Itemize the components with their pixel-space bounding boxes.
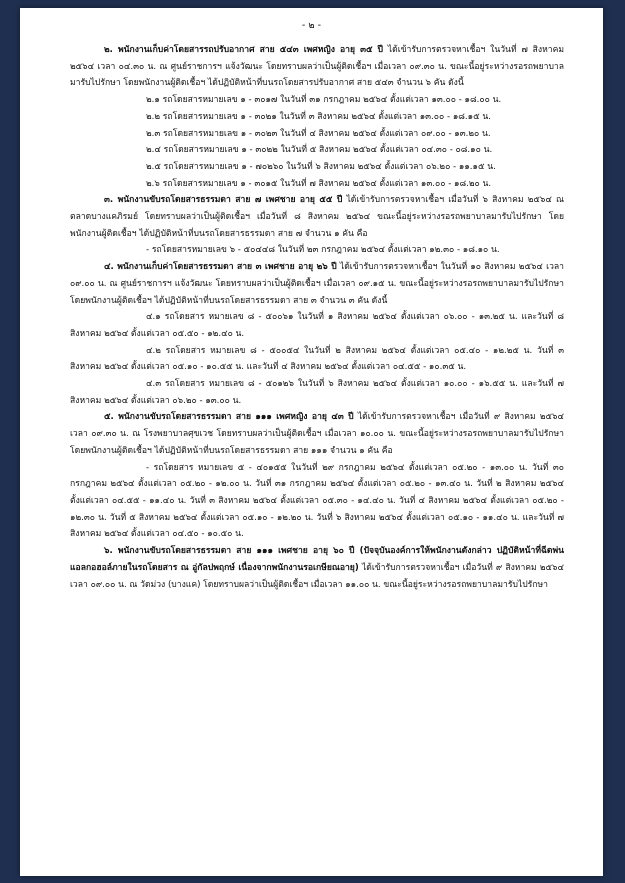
section-6-paragraph (70, 543, 564, 593)
list-item: ๒.๖ รถโดยสารหมายเลข ๑ - ๓๐๑๕ ในวันที่ ๗ สิงหาคม ๒๕๖๔ ตั้งแต่เวลา ๑๓.๐๐ - ๑๘.๒๐ น. (146, 178, 492, 189)
section-3-paragraph (70, 192, 564, 242)
section-3-text: ได้เข้ารับการตรวจหาเชื้อฯ เมื่อวันที่ ๖ สิงหาคม ๒๕๖๔ ณ ตลาดบางแคภิรมย์ โดยทราบผลว่าเป็นผู้ติดเชื้อฯ เมื่อวันที่ ๘ สิงหาคม ๒๕๖๔ ขณะนี้อยู่ระหว่างรอรถพยาบาลมารับไปรักษา โดยพนักงานผู้ติดเชื้อฯ ได้ปฏิบัติหน้าที่บนรถโดยสารธรรมดา สาย ๗ จำนวน ๑ คัน คือ (70, 195, 564, 239)
section-4-paragraph (70, 259, 564, 309)
document-page (20, 8, 603, 876)
section-4-text: ได้เข้ารับการตรวจหาเชื้อฯ ในวันที่ ๑๐ สิงหาคม ๒๕๖๔ เวลา ๐๙.๐๐ น. ณ ศูนย์ราชการฯ แจ้งวัฒนะ โดยทราบผลว่าเป็นผู้ติดเชื้อฯ เมื่อเวลา ๐๙.๑๕ น. ขณะนี้อยู่ระหว่างรอรถพยาบาลมารับไปรักษา โดยพนักงานผู้ติดเชื้อฯ ได้ปฏิบัติหน้าที่บนรถโดยสารธรรมดา สาย ๓ จำนวน ๓ คัน ดังนี้ (70, 262, 564, 306)
section-5-text: ได้เข้ารับการตรวจหาเชื้อฯ เมื่อวันที่ ๙ สิงหาคม ๒๕๖๔ เวลา ๐๙.๓๐ น. ณ โรงพยาบาลศุขเวช โดยทราบผลว่าเป็นผู้ติดเชื้อฯ เมื่อเวลา ๑๐.๐๐ น. ขณะนี้อยู่ระหว่างรอรถพยาบาลมารับไปรักษา โดยพนักงานผู้ติดเชื้อฯ ได้ปฏิบัติหน้าที่บนรถโดยสารธรรมดา สาย ๑๑๑ จำนวน ๑ คัน คือ (70, 412, 565, 456)
list-item: - รถโดยสาร หมายเลข ๕ - ๔๐๑๕๕ ในวันที่ ๒๙ กรกฎาคม ๒๕๖๔ ตั้งแต่เวลา ๐๕.๒๐ - ๑๓.๐๐ น. วันที่ ๓๐ กรกฎาคม ๒๕๖๔ ตั้งแต่เวลา ๐๕.๒๐ - ๑๒.๐๐ น. วันที่ ๓๑ กรกฎาคม ๒๕๖๔ ตั้งแต่เวลา ๐๕.๒๐ - ๑๓.๔๐ น. วันที่ ๒ สิงหาคม ๒๕๖๔ ตั้งแต่เวลา ๐๔.๕๕ - ๑๑.๔๐ น. วันที่ ๓ สิงหาคม ๒๕๖๔ ตั้งแต่เวลา ๐๕.๓๐ - ๑๔.๔๐ น. วันที่ ๔ สิงหาคม ๒๕๖๔ ตั้งแต่เวลา ๐๕.๒๐ - ๑๒.๓๐ น. วันที่ ๕ สิงหาคม ๒๕๖๔ ตั้งแต่เวลา ๐๕.๑๐ - ๑๒.๒๐ น. วันที่ ๖ สิงหาคม ๒๕๖๔ ตั้งแต่เวลา ๐๕.๑๐ - ๑๑.๔๐ น. และวันที่ ๗ สิงหาคม ๒๕๖๔ ตั้งแต่เวลา ๐๔.๕๐ - ๑๐.๕๐ น. (70, 462, 564, 540)
section-5-heading: ๕. พนักงานขับรถโดยสารธรรมดา สาย ๑๑๑ เพศหญิง อายุ ๔๓ ปี (104, 412, 354, 423)
section-6-heading: ๖. พนักงานขับรถโดยสารธรรมดา สาย ๑๑๑ เพศชาย อายุ ๖๐ ปี (ปัจจุบันองค์การให้พนักงานดังกล่าว ปฏิบัติหน้าที่ฉีดพ่นแอลกอฮอล์ภายในรถโดยสาร ณ อู่กัลปพฤกษ์ เนื่องจากพนักงานรอเกษียณอายุ) (70, 546, 564, 573)
section-2-paragraph (70, 42, 564, 92)
list-item: ๒.๕ รถโดยสารหมายเลข ๑ - ๗๐๒๖๐ ในวันที่ ๖ สิงหาคม ๒๕๖๔ ตั้งแต่เวลา ๐๖.๒๐ - ๑๑.๑๕ น. (146, 161, 496, 172)
list-item: ๒.๔ รถโดยสารหมายเลข ๑ - ๓๐๒๒ ในวันที่ ๕ สิงหาคม ๒๕๖๔ ตั้งแต่เวลา ๐๔.๓๐ - ๐๘.๑๐ น. (146, 145, 493, 156)
list-item: ๔.๒ รถโดยสาร หมายเลข ๘ - ๕๐๐๕๔ ในวันที่ ๒ สิงหาคม ๒๕๖๔ ตั้งแต่เวลา ๐๕.๔๐ - ๑๒.๒๕ น. วันที่ ๓ สิงหาคม ๒๕๖๔ ตั้งแต่เวลา ๐๕.๑๐ - ๑๐.๕๕ น. และวันที่ ๔ สิงหาคม ๒๕๖๔ ตั้งแต่เวลา ๐๔.๕๕ - ๑๐.๓๕ น. (70, 345, 564, 373)
section-5-paragraph (70, 409, 564, 459)
list-item: - รถโดยสารหมายเลข ๖ - ๕๐๔๔๘ ในวันที่ ๒๓ กรกฎาคม ๒๕๖๔ ตั้งแต่เวลา ๑๒.๓๐ - ๑๘.๑๐ น. (146, 245, 500, 256)
document-body (70, 42, 564, 593)
section-2-heading: ๒. พนักงานเก็บค่าโดยสารรถปรับอากาศ สาย ๕๔๓ เพศหญิง อายุ ๓๕ ปี (104, 45, 383, 55)
list-item: ๔.๓ รถโดยสาร หมายเลข ๘ - ๕๐๑๒๖ ในวันที่ ๖ สิงหาคม ๒๕๖๔ ตั้งแต่เวลา ๑๐.๐๐ - ๑๖.๕๕ น. และวันที่ ๗ สิงหาคม ๒๕๖๔ ตั้งแต่เวลา ๐๖.๒๐ - ๑๓.๐๐ น. (70, 379, 564, 406)
page-number: - ๒ - (301, 20, 322, 31)
section-6-text: ได้เข้ารับการตรวจหาเชื้อฯ เมื่อวันที่ ๙ สิงหาคม ๒๕๖๔ เวลา ๐๙.๐๐ น. ณ วัดม่วง (บางแค) โดยทราบผลว่าเป็นผู้ติดเชื้อฯ เมื่อเวลา ๑๑.๐๐ น. ขณะนี้อยู่ระหว่างรอรถพยาบาลมารับไปรักษา (70, 562, 564, 590)
section-3-heading: ๓. พนักงานขับรถโดยสารธรรมดา สาย ๗ เพศชาย อายุ ๕๕ ปี (104, 195, 343, 206)
list-item: ๔.๑ รถโดยสาร หมายเลข ๘ - ๕๐๐๖๑ ในวันที่ ๑ สิงหาคม ๒๕๖๔ ตั้งแต่เวลา ๐๖.๐๐ - ๑๓.๒๕ น. และวันที่ ๘ สิงหาคม ๒๕๖๔ ตั้งแต่เวลา ๐๕.๕๐ - ๑๒.๔๐ น. (70, 312, 564, 339)
list-item: ๒.๒ รถโดยสารหมายเลข ๑ - ๓๐๒๑ ในวันที่ ๓ สิงหาคม ๒๕๖๔ ตั้งแต่เวลา ๑๓.๐๐ - ๑๘.๑๕ น. (146, 111, 491, 122)
list-item: ๒.๓ รถโดยสารหมายเลข ๑ - ๓๐๒๓ ในวันที่ ๔ สิงหาคม ๒๕๖๔ ตั้งแต่เวลา ๐๙.๐๐ - ๑๓.๒๐ น. (146, 128, 491, 139)
section-4-heading: ๔. พนักงานเก็บค่าโดยสารธรรมดา สาย ๓ เพศชาย อายุ ๒๖ ปี (104, 262, 337, 273)
section-2-text: ได้เข้ารับการตรวจหาเชื้อฯ ในวันที่ ๗ สิงหาคม ๒๕๖๔ เวลา ๐๔.๓๐ น. ณ ศูนย์ราชการฯ แจ้งวัฒนะ โดยทราบผลว่าเป็นผู้ติดเชื้อฯ เมื่อเวลา ๐๙.๓๐ น. ขณะนี้อยู่ระหว่างรอรถพยาบาลมารับไปรักษา โดยพนักงานผู้ติดเชื้อฯ ได้ปฏิบัติหน้าที่บนรถโดยสารปรับอากาศ สาย ๕๔๓ จำนวน ๖ คัน ดังนี้ (70, 45, 565, 89)
list-item: ๒.๑ รถโดยสารหมายเลข ๑ - ๓๐๑๗ ในวันที่ ๓๑ กรกฎาคม ๒๕๖๔ ตั้งแต่เวลา ๑๓.๐๐ - ๑๘.๐๐ น. (146, 95, 502, 106)
